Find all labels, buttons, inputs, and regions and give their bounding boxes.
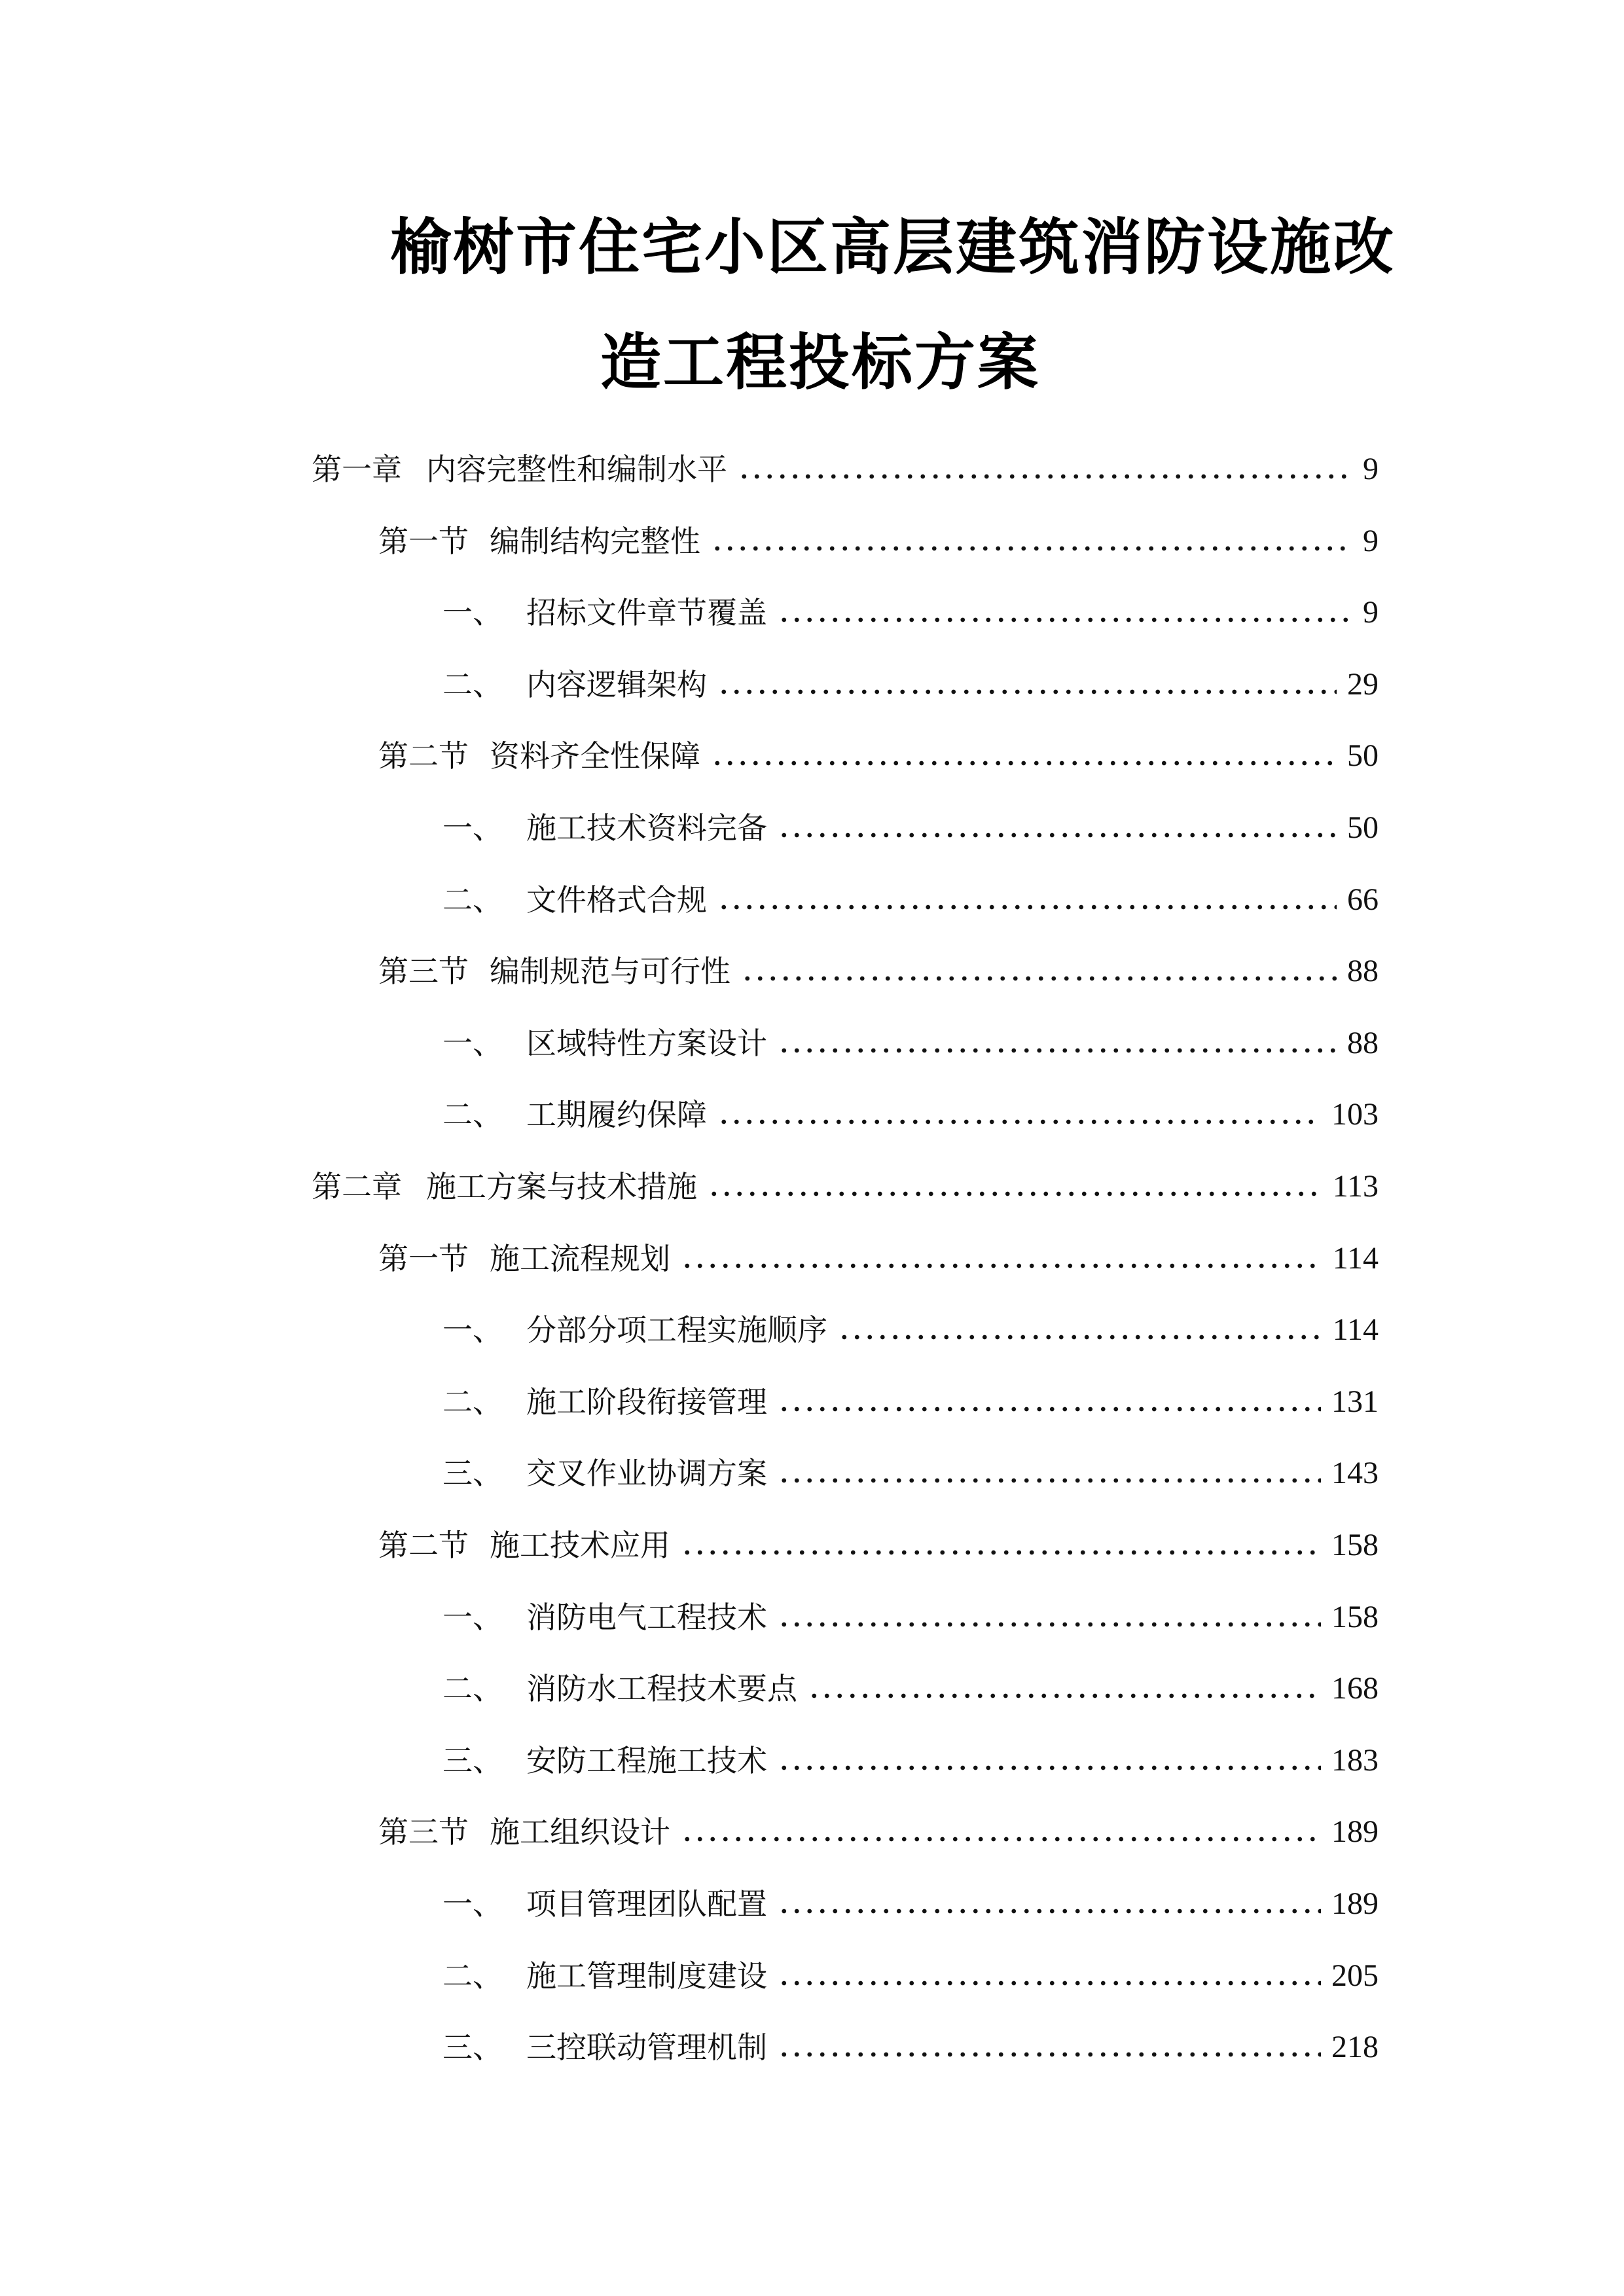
toc-entry-number: 二、 — [442, 1097, 503, 1132]
toc-entry-title: 三控联动管理机制 — [526, 2030, 767, 2065]
toc-entry[interactable] — [378, 730, 1379, 776]
toc-dot-leader — [778, 1047, 1337, 1054]
toc-dot-leader — [681, 1836, 1321, 1842]
document-title-line-1: 榆树市住宅小区高层建筑消防设施改 — [390, 211, 1396, 283]
toc-entry-page-number: 158 — [1331, 1600, 1379, 1634]
toc-entry[interactable] — [378, 945, 1379, 991]
toc-entry-title: 文件格式合规 — [526, 882, 707, 918]
toc-entry-title: 施工流程规划 — [490, 1241, 670, 1276]
toc-entry-page-number: 143 — [1331, 1456, 1379, 1490]
toc-dot-leader — [778, 1765, 1321, 1771]
toc-entry-title: 区域特性方案设计 — [526, 1026, 767, 1061]
toc-dot-leader — [778, 1621, 1321, 1628]
toc-dot-leader — [741, 975, 1337, 982]
toc-entry-title: 交叉作业协调方案 — [526, 1456, 767, 1491]
toc-entry-number: 一、 — [442, 1600, 503, 1635]
toc-entry[interactable] — [442, 1304, 1379, 1350]
toc-dot-leader — [681, 1549, 1321, 1556]
toc-entry-title: 施工技术应用 — [490, 1528, 670, 1563]
toc-entry-title: 施工阶段衔接管理 — [526, 1384, 767, 1420]
toc-entry-number: 一、 — [442, 810, 503, 846]
toc-entry[interactable] — [378, 1519, 1379, 1565]
toc-dot-leader — [717, 904, 1337, 910]
toc-entry-title: 工期履约保障 — [526, 1097, 707, 1132]
toc-entry-title: 施工组织设计 — [490, 1814, 670, 1850]
toc-entry-page-number: 50 — [1347, 810, 1379, 845]
toc-entry[interactable] — [442, 1088, 1379, 1134]
toc-dot-leader — [681, 1263, 1322, 1269]
toc-dot-leader — [717, 689, 1337, 695]
toc-entry-page-number: 9 — [1363, 524, 1379, 558]
toc-dot-leader — [711, 545, 1352, 552]
toc-entry[interactable] — [442, 1447, 1379, 1493]
toc-entry-page-number: 66 — [1347, 882, 1379, 917]
toc-entry-number: 二、 — [442, 667, 503, 702]
toc-entry-page-number: 113 — [1332, 1169, 1379, 1204]
toc-entry-number: 第二章 — [312, 1169, 402, 1204]
toc-entry[interactable] — [442, 658, 1379, 704]
toc-entry-number: 三、 — [442, 1743, 503, 1778]
toc-dot-leader — [738, 473, 1352, 480]
toc-entry-number: 二、 — [442, 1671, 503, 1706]
toc-entry-page-number: 50 — [1347, 738, 1379, 773]
toc-entry-title: 施工管理制度建设 — [526, 1958, 767, 1994]
toc-entry[interactable] — [378, 1806, 1379, 1852]
toc-entry-page-number: 189 — [1331, 1814, 1379, 1849]
toc-dot-leader — [778, 1406, 1321, 1412]
toc-dot-leader — [717, 1119, 1321, 1125]
toc-entry-number: 二、 — [442, 1958, 503, 1994]
toc-entry-page-number: 9 — [1363, 452, 1379, 486]
toc-entry[interactable] — [442, 586, 1379, 632]
toc-entry-number: 一、 — [442, 1026, 503, 1061]
toc-entry-page-number: 183 — [1331, 1743, 1379, 1778]
document-title-line-2: 造工程投标方案 — [600, 327, 1040, 398]
toc-entry[interactable] — [442, 1734, 1379, 1780]
toc-entry-number: 一、 — [442, 1312, 503, 1348]
toc-entry-page-number: 103 — [1331, 1097, 1379, 1132]
toc-entry[interactable] — [442, 802, 1379, 848]
toc-entry[interactable] — [442, 1591, 1379, 1637]
toc-entry-page-number: 158 — [1331, 1528, 1379, 1562]
toc-entry-page-number: 114 — [1332, 1241, 1379, 1276]
toc-entry-title: 编制规范与可行性 — [490, 954, 731, 989]
toc-entry-number: 第三节 — [378, 954, 469, 989]
toc-entry[interactable] — [442, 1017, 1379, 1063]
toc-entry-page-number: 168 — [1331, 1671, 1379, 1706]
toc-entry-number: 二、 — [442, 882, 503, 918]
toc-entry[interactable] — [442, 2021, 1379, 2067]
toc-entry[interactable] — [378, 515, 1379, 561]
toc-entry-title: 施工方案与技术措施 — [426, 1169, 697, 1204]
toc-dot-leader — [778, 2051, 1321, 2058]
toc-entry-number: 一、 — [442, 1886, 503, 1922]
toc-dot-leader — [778, 617, 1352, 623]
toc-entry-page-number: 205 — [1331, 1958, 1379, 1993]
toc-entry-title: 内容完整性和编制水平 — [426, 452, 727, 487]
toc-entry-number: 二、 — [442, 1384, 503, 1420]
toc-entry-number: 第三节 — [378, 1814, 469, 1850]
toc-entry-title: 项目管理团队配置 — [526, 1886, 767, 1922]
toc-entry[interactable] — [442, 1376, 1379, 1422]
toc-entry-page-number: 218 — [1331, 2030, 1379, 2064]
toc-dot-leader — [808, 1693, 1321, 1699]
toc-entry-number: 一、 — [442, 595, 503, 630]
toc-entry-title: 招标文件章节覆盖 — [526, 595, 767, 630]
toc-entry[interactable] — [442, 1878, 1379, 1924]
toc-dot-leader — [838, 1334, 1322, 1340]
toc-entry[interactable] — [312, 1160, 1379, 1206]
toc-entry-title: 消防水工程技术要点 — [526, 1671, 797, 1706]
toc-entry-number: 第二节 — [378, 738, 469, 774]
toc-dot-leader — [778, 1477, 1321, 1484]
toc-entry-title: 分部分项工程实施顺序 — [526, 1312, 827, 1348]
toc-entry-page-number: 29 — [1347, 667, 1379, 702]
toc-entry-title: 消防电气工程技术 — [526, 1600, 767, 1635]
toc-entry-page-number: 189 — [1331, 1886, 1379, 1921]
toc-entry-number: 第一节 — [378, 1241, 469, 1276]
toc-dot-leader — [778, 1908, 1321, 1914]
toc-entry-page-number: 88 — [1347, 954, 1379, 988]
toc-entry-title: 内容逻辑架构 — [526, 667, 707, 702]
toc-entry-page-number: 88 — [1347, 1026, 1379, 1060]
toc-entry[interactable] — [312, 443, 1379, 489]
toc-entry[interactable] — [442, 1662, 1379, 1708]
toc-entry-title: 编制结构完整性 — [490, 524, 700, 559]
toc-entry-number: 三、 — [442, 1456, 503, 1491]
toc-entry[interactable] — [442, 874, 1379, 920]
toc-dot-leader — [711, 760, 1337, 766]
toc-entry-number: 第二节 — [378, 1528, 469, 1563]
toc-entry-page-number: 9 — [1363, 595, 1379, 630]
toc-dot-leader — [778, 1980, 1321, 1986]
toc-entry-number: 三、 — [442, 2030, 503, 2065]
toc-entry[interactable] — [442, 1950, 1379, 1996]
toc-dot-leader — [778, 832, 1337, 838]
toc-entry-number: 第一节 — [378, 524, 469, 559]
toc-entry-number: 第一章 — [312, 452, 402, 487]
toc-entry[interactable] — [378, 1232, 1379, 1278]
toc-entry-title: 资料齐全性保障 — [490, 738, 700, 774]
toc-entry-title: 施工技术资料完备 — [526, 810, 767, 846]
toc-entry-page-number: 131 — [1331, 1384, 1379, 1419]
toc-entry-title: 安防工程施工技术 — [526, 1743, 767, 1778]
toc-entry-page-number: 114 — [1332, 1312, 1379, 1347]
toc-dot-leader — [708, 1191, 1322, 1197]
